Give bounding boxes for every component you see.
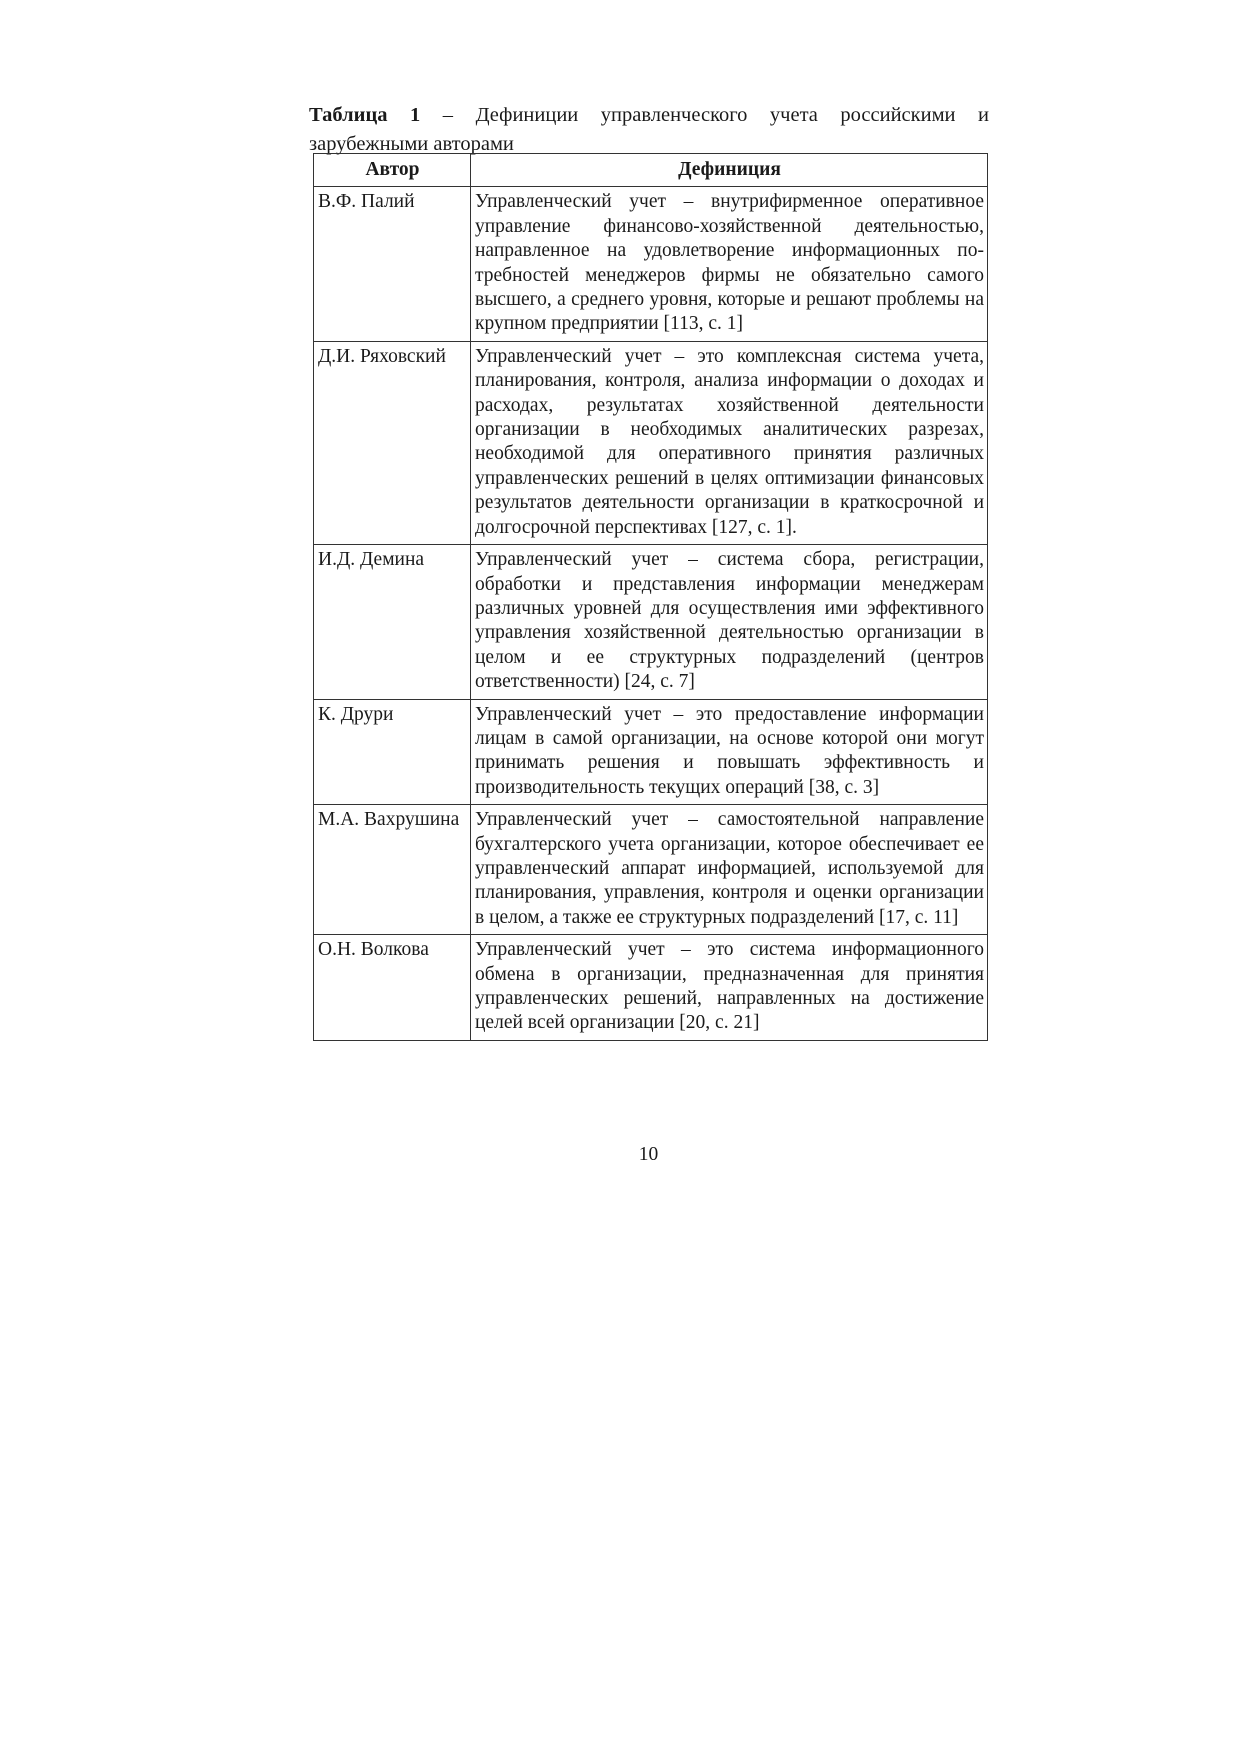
header-definition: Дефиниция [471, 154, 988, 187]
table-row [314, 805, 988, 935]
author-cell: М.А. Вахрушина [314, 805, 471, 935]
definition-cell: Управленческий учет – это система информационного обмена в организации, предназначенная для принятия управленческих решений, направленных на достижение целей всей организации [20, с. 21] [471, 935, 988, 1041]
definition-cell: Управленческий учет – система сбора, регистрации, обработки и представления информации менеджерам различных уровней для осуществления ими эффективного управления хозяйственной деятельностью организации в целом и ее структурных подразделений (центров ответственности) [24, с. 7] [471, 545, 988, 699]
table-row [314, 545, 988, 699]
author-cell: К. Друри [314, 699, 471, 805]
table-row [314, 341, 988, 544]
page-number: 10 [638, 1144, 659, 1165]
table-caption-lead: Таблица 1 [309, 103, 421, 126]
definition-cell: Управленческий учет – это предоставление информации лицам в самой организации, на основе которой они могут принимать решения и повышать эффективность и производительность текущих операций [38, с. 3] [471, 699, 988, 805]
table-row [314, 699, 988, 805]
definition-cell: Управленческий учет – самостоятельной направление бухгалтерского учета организации, которое обеспечивает ее управленческий аппарат информацией, используемой для планирования, управления, контроля и оценки организации в целом, а также ее структурных подразделений [17, с. 11] [471, 805, 988, 935]
definitions-table [313, 153, 988, 1041]
table-row [314, 187, 988, 341]
definition-cell: Управленческий учет – это комплексная система учета, планирования, контроля, анализа информации о доходах и расходах, результатах хозяйственной деятельности организации в необходимых аналитических разрезах, необходимой для оперативного принятия различных управленческих решений в целях оптимизации финансовых результатов деятельности организации в краткосрочной и долгосрочной перспективах [127, с. 1]. [471, 341, 988, 544]
author-cell: О.Н. Волкова [314, 935, 471, 1041]
table-caption-text: – Дефиниции управленческого учета российскими и зарубежными авторами [309, 103, 989, 155]
author-cell: И.Д. Демина [314, 545, 471, 699]
table-row [314, 935, 988, 1041]
definition-cell: Управленческий учет – внутрифирменное оперативное управление финансово-хозяйственной деятельностью, направленное на удовлетворение информационных потребностей менеджеров фирмы не обязательно самого высшего, а среднего уровня, которые и решают проблемы на крупном предприятии [113, с. 1] [471, 187, 988, 341]
author-cell: В.Ф. Палий [314, 187, 471, 341]
header-author: Автор [314, 154, 471, 187]
table-caption [309, 101, 989, 159]
author-cell: Д.И. Ряховский [314, 341, 471, 544]
table-header-row [314, 154, 988, 187]
